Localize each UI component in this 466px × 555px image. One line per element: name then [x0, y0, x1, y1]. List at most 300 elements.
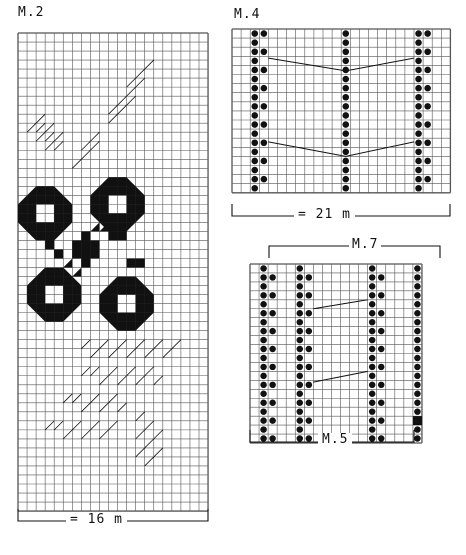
- m7-purl-stitch: [414, 292, 421, 298]
- m2-motif-cell: [118, 322, 127, 331]
- m7-purl-stitch: [297, 435, 304, 441]
- m2-motif-cell: [27, 222, 36, 231]
- m2-decrease-mark: [90, 421, 99, 430]
- m7-purl-stitch: [378, 382, 385, 388]
- m2-motif-cell: [81, 240, 90, 249]
- m2-decrease-mark: [154, 340, 163, 349]
- m7-purl-stitch: [297, 310, 304, 316]
- m2-decrease-mark: [99, 403, 108, 412]
- m7-purl-stitch: [260, 355, 267, 361]
- m2-decrease-mark: [136, 430, 145, 439]
- m7-purl-stitch: [414, 328, 421, 334]
- m2-motif-cell: [99, 204, 108, 213]
- m4-purl-stitch: [342, 167, 349, 174]
- chart-m4-width-label: = 21 m: [294, 208, 355, 222]
- m2-motif-cell: [127, 322, 136, 331]
- m4-purl-stitch: [342, 149, 349, 156]
- chart-m7-title: M.7: [349, 238, 381, 252]
- m2-motif-half-cell: [145, 313, 154, 322]
- m2-motif-half-cell: [99, 313, 108, 322]
- m2-motif-half-cell: [72, 304, 81, 313]
- m7-purl-stitch: [369, 373, 376, 379]
- m4-purl-stitch: [424, 103, 431, 110]
- m2-decrease-mark: [145, 457, 154, 466]
- m7-purl-stitch: [269, 364, 276, 370]
- m2-motif-cell: [36, 286, 45, 295]
- m2-motif-cell: [72, 249, 81, 258]
- m7-purl-stitch: [369, 391, 376, 397]
- m2-motif-half-cell: [54, 186, 63, 195]
- m7-purl-stitch: [260, 310, 267, 316]
- m2-motif-cell: [99, 195, 108, 204]
- m7-purl-stitch: [260, 328, 267, 334]
- m2-motif-cell: [109, 286, 118, 295]
- m2-motif-cell: [118, 231, 127, 240]
- m4-purl-stitch: [342, 176, 349, 183]
- m2-motif-half-cell: [27, 304, 36, 313]
- m7-purl-stitch: [260, 301, 267, 307]
- m4-purl-stitch: [415, 130, 422, 137]
- m7-filled-cell: [413, 416, 422, 425]
- m7-purl-stitch: [378, 274, 385, 280]
- m2-decrease-mark: [136, 340, 145, 349]
- m2-decrease-mark: [81, 141, 90, 150]
- m2-motif-half-cell: [136, 277, 145, 286]
- m2-decrease-mark: [118, 340, 127, 349]
- m7-purl-stitch: [260, 337, 267, 343]
- m7-purl-stitch: [369, 319, 376, 325]
- m7-purl-stitch: [369, 355, 376, 361]
- m2-motif-cell: [109, 313, 118, 322]
- m7-purl-stitch: [260, 274, 267, 280]
- m2-motif-cell: [54, 268, 63, 277]
- m2-motif-half-cell: [54, 231, 63, 240]
- m7-purl-stitch: [297, 373, 304, 379]
- m4-purl-stitch: [261, 30, 268, 37]
- m4-purl-stitch: [342, 121, 349, 128]
- m2-motif-half-cell: [127, 222, 136, 231]
- m4-purl-stitch: [251, 67, 258, 74]
- m2-decrease-mark: [136, 448, 145, 457]
- m2-decrease-mark: [136, 412, 145, 421]
- m4-purl-stitch: [261, 67, 268, 74]
- m2-motif-cell: [45, 277, 54, 286]
- m4-purl-stitch: [342, 85, 349, 92]
- m4-purl-stitch: [415, 121, 422, 128]
- m2-motif-cell: [36, 277, 45, 286]
- m7-purl-stitch: [269, 417, 276, 423]
- m2-motif-half-cell: [90, 186, 99, 195]
- m7-purl-stitch: [297, 328, 304, 334]
- m4-purl-stitch: [251, 48, 258, 55]
- m7-purl-stitch: [414, 301, 421, 307]
- m2-motif-cell: [54, 204, 63, 213]
- m7-purl-stitch: [369, 346, 376, 352]
- m2-decrease-mark: [109, 367, 118, 376]
- m4-purl-stitch: [251, 94, 258, 101]
- m2-motif-half-cell: [18, 195, 27, 204]
- m2-motif-cell: [81, 259, 90, 268]
- m2-motif-half-cell: [36, 268, 45, 277]
- m4-purl-stitch: [251, 167, 258, 174]
- m7-purl-stitch: [414, 426, 421, 432]
- m7-purl-stitch: [260, 435, 267, 441]
- m2-motif-cell: [63, 213, 72, 222]
- m7-purl-stitch: [269, 346, 276, 352]
- m2-motif-cell: [45, 222, 54, 231]
- m2-decrease-mark: [136, 376, 145, 385]
- m2-decrease-mark: [109, 394, 118, 403]
- m4-purl-stitch: [415, 185, 422, 192]
- m4-purl-stitch: [261, 121, 268, 128]
- m2-motif-half-cell: [136, 322, 145, 331]
- m7-purl-stitch: [369, 435, 376, 441]
- m2-motif-cell: [90, 240, 99, 249]
- m7-purl-stitch: [260, 417, 267, 423]
- m7-purl-stitch: [297, 274, 304, 280]
- m7-purl-stitch: [414, 382, 421, 388]
- m2-decrease-mark: [154, 376, 163, 385]
- m2-decrease-mark: [81, 340, 90, 349]
- m2-motif-cell: [54, 222, 63, 231]
- m7-purl-stitch: [414, 346, 421, 352]
- m4-purl-stitch: [415, 58, 422, 65]
- m7-purl-stitch: [414, 319, 421, 325]
- m2-motif-cell: [45, 268, 54, 277]
- m2-decrease-mark: [54, 141, 63, 150]
- m2-motif-cell: [109, 186, 118, 195]
- m4-purl-stitch: [261, 103, 268, 110]
- m7-purl-stitch: [414, 355, 421, 361]
- m2-motif-cell: [90, 204, 99, 213]
- m2-motif-cell: [118, 222, 127, 231]
- m2-decrease-mark: [45, 123, 54, 132]
- m2-motif-cell: [54, 277, 63, 286]
- m4-purl-stitch: [424, 30, 431, 37]
- m4-purl-stitch: [415, 158, 422, 165]
- m2-motif-cell: [45, 195, 54, 204]
- m2-motif-cell: [136, 286, 145, 295]
- m2-motif-cell: [118, 213, 127, 222]
- m2-decrease-mark: [99, 376, 108, 385]
- m4-purl-stitch: [251, 30, 258, 37]
- m2-motif-cell: [109, 177, 118, 186]
- m2-motif-cell: [145, 304, 154, 313]
- m7-purl-stitch: [260, 382, 267, 388]
- m4-purl-stitch: [424, 176, 431, 183]
- chart-m7-grid: [250, 264, 422, 443]
- m2-decrease-mark: [109, 349, 118, 358]
- m4-purl-stitch: [251, 39, 258, 46]
- m4-purl-stitch: [424, 67, 431, 74]
- m2-motif-cell: [109, 213, 118, 222]
- chart-m2-width-label: = 16 m: [66, 513, 127, 527]
- m2-motif-half-cell: [63, 268, 72, 277]
- m2-motif-cell: [45, 240, 54, 249]
- m2-motif-cell: [63, 304, 72, 313]
- chart-m2-grid: [18, 33, 208, 511]
- m2-motif-cell: [27, 286, 36, 295]
- m2-motif-half-cell: [109, 322, 118, 331]
- m7-purl-stitch: [269, 310, 276, 316]
- m4-purl-stitch: [251, 176, 258, 183]
- m7-purl-stitch: [378, 310, 385, 316]
- m2-motif-half-cell: [136, 186, 145, 195]
- m4-purl-stitch: [424, 121, 431, 128]
- m2-motif-cell: [27, 204, 36, 213]
- m2-motif-cell: [54, 249, 63, 258]
- m2-motif-cell: [45, 186, 54, 195]
- m7-purl-stitch: [378, 400, 385, 406]
- m7-purl-stitch: [414, 283, 421, 289]
- m2-motif-cell: [81, 231, 90, 240]
- m2-decrease-mark: [127, 96, 136, 105]
- m2-motif-cell: [109, 222, 118, 231]
- m2-motif-cell: [127, 204, 136, 213]
- m2-motif-half-cell: [90, 213, 99, 222]
- m7-purl-stitch: [306, 400, 313, 406]
- chart-m2-title: M.2: [18, 5, 45, 20]
- m7-purl-stitch: [306, 364, 313, 370]
- m2-decrease-mark: [36, 123, 45, 132]
- m7-purl-stitch: [378, 364, 385, 370]
- m7-purl-stitch: [369, 408, 376, 414]
- m4-purl-stitch: [261, 139, 268, 146]
- m2-motif-cell: [63, 277, 72, 286]
- m4-purl-stitch: [342, 30, 349, 37]
- m4-purl-stitch: [415, 139, 422, 146]
- m2-motif-cell: [63, 295, 72, 304]
- m7-purl-stitch: [306, 346, 313, 352]
- m4-purl-stitch: [342, 58, 349, 65]
- m4-purl-stitch: [415, 176, 422, 183]
- m7-purl-stitch: [378, 435, 385, 441]
- m2-motif-cell: [72, 286, 81, 295]
- m2-decrease-mark: [90, 132, 99, 141]
- m7-purl-stitch: [260, 400, 267, 406]
- m7-purl-stitch: [260, 346, 267, 352]
- m2-decrease-mark: [54, 421, 63, 430]
- m4-purl-stitch: [261, 85, 268, 92]
- m4-purl-stitch: [415, 30, 422, 37]
- m2-motif-cell: [136, 295, 145, 304]
- m7-purl-stitch: [269, 435, 276, 441]
- m2-decrease-mark: [109, 105, 118, 114]
- m4-purl-stitch: [251, 58, 258, 65]
- m2-motif-cell: [118, 286, 127, 295]
- m7-purl-stitch: [369, 310, 376, 316]
- m2-decrease-mark: [136, 69, 145, 78]
- m7-purl-stitch: [414, 274, 421, 280]
- m2-motif-half-cell: [36, 313, 45, 322]
- m4-purl-stitch: [415, 76, 422, 83]
- m2-decrease-mark: [72, 394, 81, 403]
- m7-purl-stitch: [260, 408, 267, 414]
- m7-purl-stitch: [414, 364, 421, 370]
- m2-decrease-mark: [154, 430, 163, 439]
- m7-purl-stitch: [306, 328, 313, 334]
- m7-purl-stitch: [269, 400, 276, 406]
- m7-purl-stitch: [297, 391, 304, 397]
- m2-decrease-mark: [81, 150, 90, 159]
- m2-motif-half-cell: [136, 213, 145, 222]
- m2-motif-cell: [36, 186, 45, 195]
- m2-motif-cell: [63, 204, 72, 213]
- m2-decrease-mark: [154, 448, 163, 457]
- m2-motif-cell: [45, 304, 54, 313]
- m7-purl-stitch: [378, 292, 385, 298]
- m2-motif-half-cell: [72, 277, 81, 286]
- m7-purl-stitch: [297, 337, 304, 343]
- m2-decrease-mark: [63, 394, 72, 403]
- m4-purl-stitch: [424, 48, 431, 55]
- m7-purl-stitch: [369, 400, 376, 406]
- m2-motif-cell: [54, 304, 63, 313]
- m2-decrease-mark: [145, 60, 154, 69]
- m4-purl-stitch: [251, 130, 258, 137]
- m2-motif-half-cell: [63, 313, 72, 322]
- m7-purl-stitch: [297, 346, 304, 352]
- m2-decrease-mark: [36, 114, 45, 123]
- m4-purl-stitch: [342, 94, 349, 101]
- m2-motif-cell: [90, 249, 99, 258]
- m7-purl-stitch: [378, 346, 385, 352]
- m2-motif-cell: [127, 313, 136, 322]
- m4-purl-stitch: [415, 94, 422, 101]
- m4-purl-stitch: [415, 112, 422, 119]
- m4-purl-stitch: [342, 39, 349, 46]
- m4-purl-stitch: [342, 112, 349, 119]
- m2-decrease-mark: [127, 87, 136, 96]
- m7-purl-stitch: [297, 426, 304, 432]
- m4-purl-stitch: [261, 176, 268, 183]
- m4-purl-stitch: [251, 158, 258, 165]
- m4-purl-stitch: [342, 139, 349, 146]
- m2-motif-cell: [18, 204, 27, 213]
- m7-purl-stitch: [297, 319, 304, 325]
- m7-purl-stitch: [306, 310, 313, 316]
- m4-purl-stitch: [342, 185, 349, 192]
- m4-purl-stitch: [251, 112, 258, 119]
- m4-purl-stitch: [251, 149, 258, 156]
- m2-motif-cell: [36, 195, 45, 204]
- m2-motif-cell: [72, 295, 81, 304]
- m7-purl-stitch: [306, 382, 313, 388]
- m7-purl-stitch: [297, 355, 304, 361]
- m7-purl-stitch: [260, 373, 267, 379]
- m4-purl-stitch: [342, 158, 349, 165]
- m7-purl-stitch: [369, 301, 376, 307]
- m2-motif-half-cell: [27, 231, 36, 240]
- m4-purl-stitch: [261, 48, 268, 55]
- m7-purl-stitch: [369, 337, 376, 343]
- m4-purl-stitch: [415, 103, 422, 110]
- m2-decrease-mark: [72, 159, 81, 168]
- m2-motif-cell: [36, 222, 45, 231]
- m7-purl-stitch: [369, 283, 376, 289]
- m2-motif-cell: [27, 295, 36, 304]
- m4-purl-stitch: [251, 139, 258, 146]
- m2-decrease-mark: [90, 367, 99, 376]
- m7-purl-stitch: [297, 283, 304, 289]
- m2-decrease-mark: [172, 340, 181, 349]
- m7-purl-stitch: [260, 391, 267, 397]
- m7-purl-stitch: [378, 417, 385, 423]
- m4-purl-stitch: [415, 85, 422, 92]
- m2-motif-half-cell: [63, 259, 72, 268]
- m7-purl-stitch: [297, 292, 304, 298]
- m4-purl-stitch: [251, 185, 258, 192]
- m2-motif-half-cell: [72, 268, 81, 277]
- m4-purl-stitch: [251, 103, 258, 110]
- m2-motif-cell: [136, 204, 145, 213]
- m4-purl-stitch: [342, 103, 349, 110]
- m4-purl-stitch: [415, 48, 422, 55]
- m2-motif-cell: [63, 286, 72, 295]
- m7-purl-stitch: [260, 364, 267, 370]
- m7-purl-stitch: [260, 283, 267, 289]
- m2-decrease-mark: [63, 430, 72, 439]
- m7-purl-stitch: [269, 274, 276, 280]
- m7-purl-stitch: [260, 319, 267, 325]
- m7-purl-stitch: [414, 337, 421, 343]
- m2-motif-cell: [72, 240, 81, 249]
- m2-motif-half-cell: [99, 286, 108, 295]
- m4-purl-stitch: [415, 167, 422, 174]
- m2-motif-cell: [18, 213, 27, 222]
- m2-decrease-mark: [36, 132, 45, 141]
- m2-motif-cell: [36, 231, 45, 240]
- m2-motif-cell: [27, 195, 36, 204]
- m2-motif-cell: [54, 313, 63, 322]
- m4-purl-stitch: [424, 139, 431, 146]
- m2-motif-cell: [127, 286, 136, 295]
- m2-motif-cell: [136, 195, 145, 204]
- m2-motif-cell: [118, 313, 127, 322]
- m2-decrease-mark: [90, 394, 99, 403]
- m2-decrease-mark: [145, 367, 154, 376]
- m4-purl-stitch: [342, 48, 349, 55]
- m2-decrease-mark: [127, 367, 136, 376]
- m2-motif-cell: [136, 313, 145, 322]
- m2-motif-cell: [90, 195, 99, 204]
- chart-m4-grid: [232, 29, 450, 193]
- m2-motif-cell: [136, 304, 145, 313]
- m2-decrease-mark: [118, 96, 127, 105]
- m2-motif-cell: [109, 304, 118, 313]
- m7-purl-stitch: [414, 435, 421, 441]
- m2-decrease-mark: [54, 132, 63, 141]
- m2-motif-cell: [136, 259, 145, 268]
- m2-decrease-mark: [81, 430, 90, 439]
- m2-decrease-mark: [72, 421, 81, 430]
- m7-purl-stitch: [306, 292, 313, 298]
- m7-purl-stitch: [369, 265, 376, 271]
- m4-purl-stitch: [251, 121, 258, 128]
- m7-purl-stitch: [369, 274, 376, 280]
- m4-purl-stitch: [415, 67, 422, 74]
- m2-motif-cell: [45, 313, 54, 322]
- m7-purl-stitch: [414, 391, 421, 397]
- m7-purl-stitch: [269, 292, 276, 298]
- m7-purl-stitch: [260, 426, 267, 432]
- m7-purl-stitch: [260, 292, 267, 298]
- m2-decrease-mark: [45, 141, 54, 150]
- m4-purl-stitch: [261, 158, 268, 165]
- m7-purl-stitch: [414, 310, 421, 316]
- m4-purl-stitch: [251, 76, 258, 83]
- m7-purl-stitch: [297, 265, 304, 271]
